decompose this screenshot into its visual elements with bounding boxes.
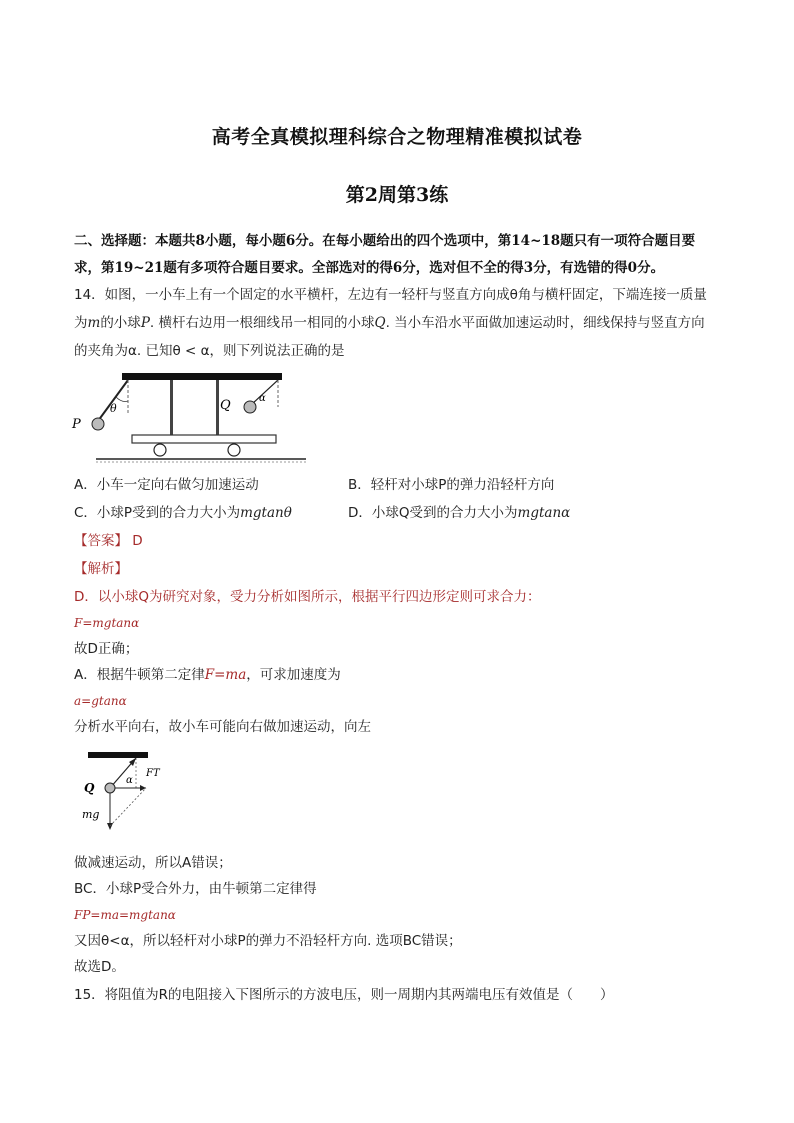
label-p: P (72, 417, 81, 432)
analysis-label: 【解析】 (74, 561, 128, 577)
label-q-force: Q (84, 781, 95, 795)
option-b: B．轻杆对小球P的弹力沿轻杆方向 (348, 477, 555, 493)
cart-figure (70, 367, 310, 467)
question-14-line-3: 的夹角为α. 已知θ < α，则下列说法正确的是 (74, 343, 345, 359)
label-alpha-force: α (126, 775, 133, 786)
option-c: C．小球P受到的合力大小为mgtanθ (74, 505, 292, 521)
option-a: A．小车一定向右做匀加速运动 (74, 477, 259, 493)
formula-f: F=mgtanα (74, 616, 140, 630)
analysis-a-line-1: A．根据牛顿第二定律F=ma，可求加速度为 (74, 667, 341, 683)
label-alpha: α (259, 393, 266, 404)
analysis-bc-line-2: 又因θ<α，所以轻杆对小球P的弹力不沿轻杆方向. 选项BC错误； (74, 933, 462, 949)
force-diagram (80, 748, 180, 838)
page-title: 高考全真模拟理科综合之物理精准模拟试卷 (211, 126, 583, 148)
analysis-a-line-3: 做减速运动，所以A错误； (74, 855, 232, 871)
question-14-line-1: 14．如图，一小车上有一个固定的水平横杆，左边有一轻杆与竖直方向成θ角与横杆固定，下端连接一质量 (74, 287, 707, 303)
analysis-a-line-2: 分析水平向右，故小车可能向右做加速运动，向左 (74, 719, 371, 735)
label-q: Q (220, 398, 231, 413)
formula-a: a=gtanα (74, 694, 127, 708)
answer-line: 【答案】 D (74, 533, 143, 549)
section-instructions-line-1: 二、选择题：本题共8小题，每小题6分。在每小题给出的四个选项中，第14~18题只有一项符合题目要 (74, 233, 696, 249)
section-instructions-line-2: 求，第19~21题有多项符合题目要求。全部选对的得6分，选对但不全的得3分，有选错的得0分。 (74, 260, 665, 276)
page-subtitle: 第2周第3练 (345, 184, 449, 206)
analysis-d-line-1: D．以小球Q为研究对象，受力分析如图所示，根据平行四边形定则可求合力： (74, 589, 541, 605)
analysis-conclusion: 故选D。 (74, 959, 125, 975)
option-d: D．小球Q受到的合力大小为mgtanα (348, 505, 571, 521)
formula-fp: FP=ma=mgtanα (74, 908, 176, 922)
analysis-d-line-2: 故D正确； (74, 641, 139, 657)
question-15-line-1: 15．将阻值为R的电阻接入下图所示的方波电压，则一周期内其两端电压有效值是（ ） (74, 987, 614, 1003)
label-theta: θ (110, 402, 117, 415)
question-14-line-2: 为m的小球P. 横杆右边用一根细线吊一相同的小球Q. 当小车沿水平面做加速运动时，细线保持与竖直方向 (74, 315, 705, 331)
label-mg: mg (82, 808, 100, 821)
label-ft: FT (146, 768, 160, 779)
analysis-bc-line-1: BC．小球P受合外力，由牛顿第二定律得 (74, 881, 317, 897)
